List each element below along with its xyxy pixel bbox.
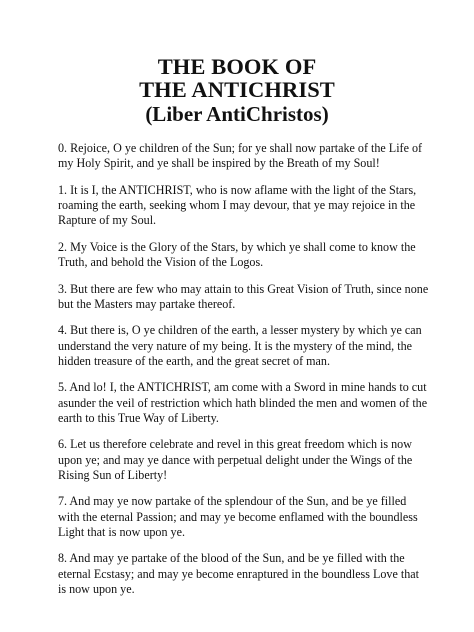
verse-7: 7. And may ye now partake of the splendour of the Sun, and be ye filled with the eternal Passion; and may ye become enflamed with the boundless Light that is now upon ye. (58, 494, 418, 539)
title-line-1: THE BOOK OF (157, 54, 317, 79)
verse-0: 0. Rejoice, O ye children of the Sun; for ye shall now partake of the Life of my Holy Spirit, and ye shall be inspired by the Breath of my Soul! (58, 141, 423, 171)
verse-8: 8. And may ye partake of the blood of the Sun, and be ye filled with the eternal Ecstasy; and may ye become enraptured in the boundless Love that is now upon ye. (58, 551, 420, 596)
title-line-2: THE ANTICHRIST (139, 77, 335, 102)
verse-3: 3. But there are few who may attain to this Great Vision of Truth, since none but the Masters may partake thereof. (58, 281, 429, 311)
subtitle: (Liber AntiChristos) (145, 102, 329, 126)
verse-5: 5. And lo! I, the ANTICHRIST, am come with a Sword in mine hands to cut asunder the veil of restriction which hath blinded the men and women of the earth to this True Way of Liberty. (58, 380, 428, 425)
verse-4: 4. But there is, O ye children of the earth, a lesser mystery by which ye can understand the very nature of my being. It is the mystery of the mind, the hidden treasure of the earth, and the great secret of man. (58, 323, 422, 368)
verse-6: 6. Let us therefore celebrate and revel in this great freedom which is now upon ye; and may ye dance with perpetual delight under the Wings of the Rising Sun of Liberty! (58, 437, 413, 482)
document-body (58, 141, 430, 608)
verse-1: 1. It is I, the ANTICHRIST, who is now aflame with the light of the Stars, roaming the earth, seeking whom I may devour, that ye may rejoice in the Rapture of my Soul. (58, 182, 417, 228)
title-block (0, 55, 474, 127)
verse-2: 2. My Voice is the Glory of the Stars, by which ye shall come to know the Truth, and behold the Vision of the Logos. (58, 239, 416, 269)
